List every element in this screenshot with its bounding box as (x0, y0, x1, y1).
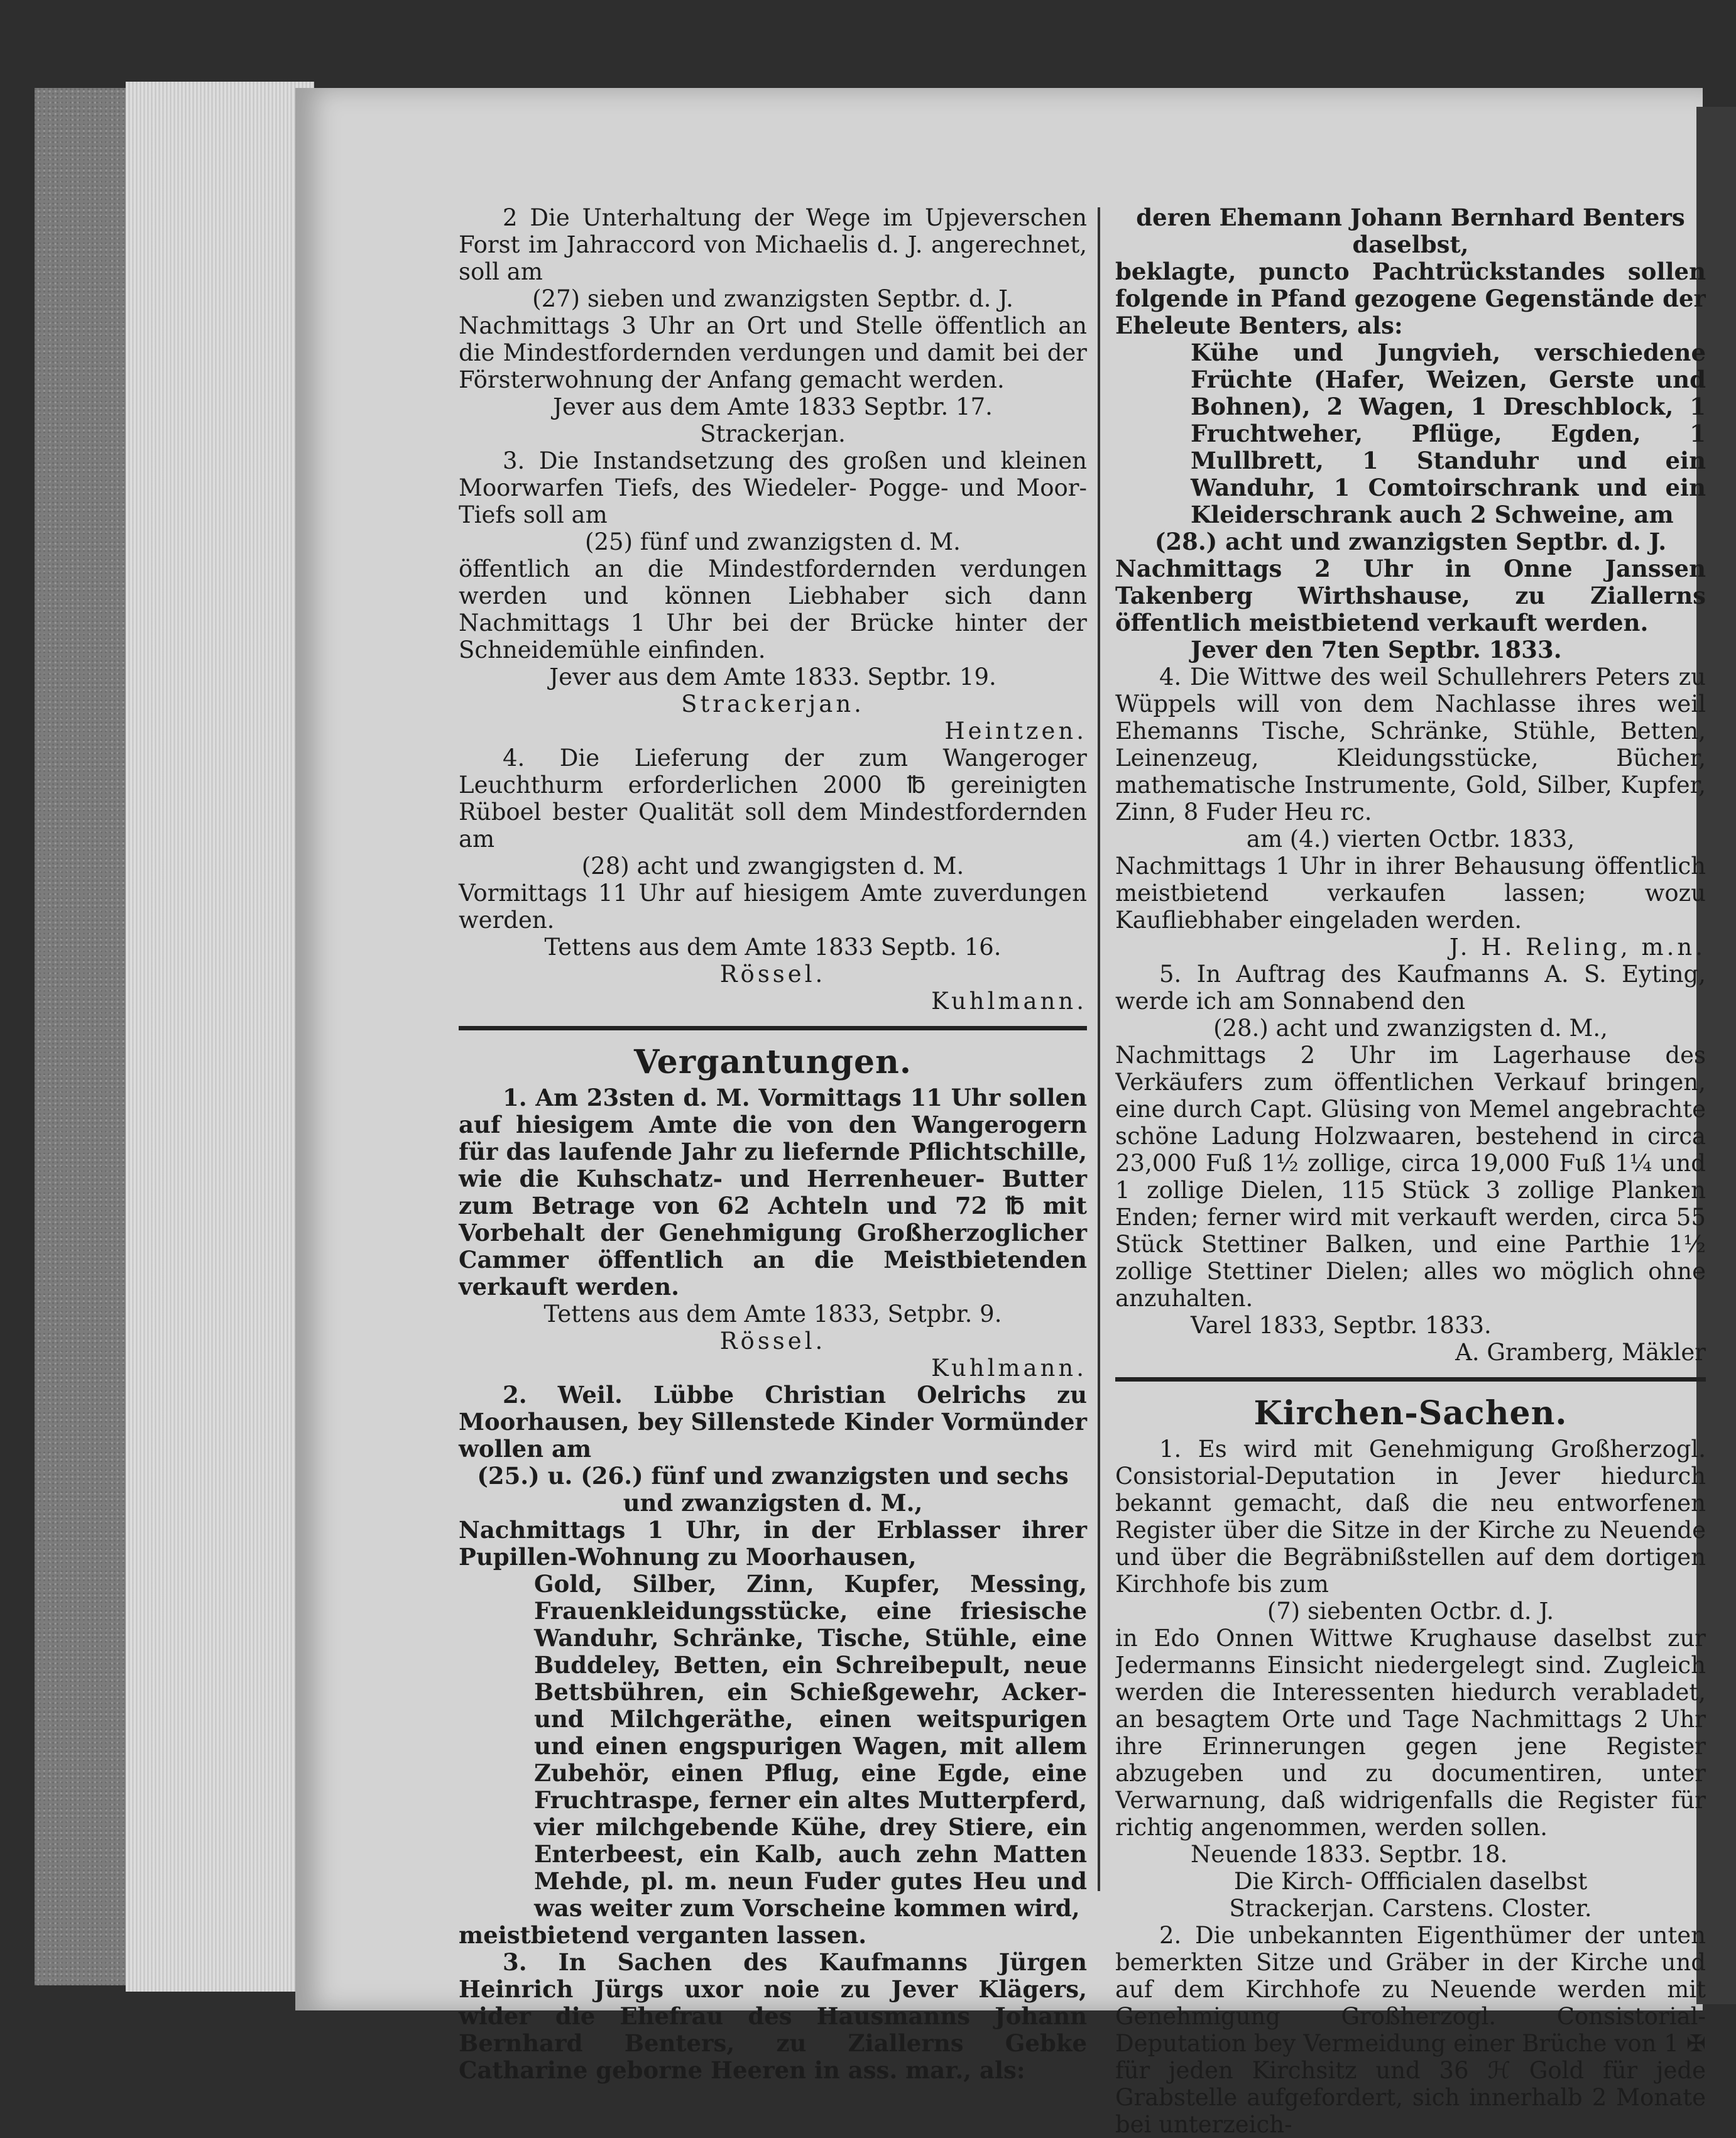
notice-3-place-date: Jever aus dem Amte 1833. Septbr. 19. (549, 663, 996, 690)
notice-2-signature: Strackerjan. (700, 420, 846, 447)
vergantung-4-body: Nachmittags 1 Uhr in ihrer Behausung öffentlich meistbietend verkaufen lassen; wozu Kaufliebhaber eingeladen werden. (1115, 853, 1706, 934)
kirche-1-body: in Edo Onnen Wittwe Krughause daselbst zur Jedermanns Einsicht niedergelegt sind. Zugleich werden die Interessenten hiedurch verabladet, an besagtem Orte und Tage Nachmittags 2 Uhr ihre Erinnerungen gegen jene Register abzugeben und zu documentiren, unter Verwarnung, daß widrigenfalls die Register für richtig angenommen, werden sollen. (1115, 1625, 1706, 1841)
notice-4-signature-1: Rössel. (719, 961, 826, 988)
vergantung-4-text: 4. Die Wittwe des weil Schullehrers Peters zu Wüppels will von dem Nachlasse ihres weil Ehemanns Tische, Schränke, Stühle, Betten, Leinenzeug, Kleidungsstücke, Bücher, mathematische Instrumente, Gold, Silber, Kupfer, Zinn, 8 Fuder Heu rc. (1115, 663, 1706, 826)
vergantung-3-cont-date: (28.) acht und zwanzigsten Septbr. d. J. (1154, 528, 1667, 555)
notice-2-date: (27) sieben und zwanzigsten Septbr. d. J. (532, 285, 1013, 312)
vergantung-5-place-date: Varel 1833, Septbr. 1833. (1191, 1312, 1492, 1339)
notice-4-place-date: Tettens aus dem Amte 1833 Septb. 16. (544, 934, 1002, 961)
notice-4-signature-2: Kuhlmann. (931, 988, 1087, 1015)
vergantung-1-text: 1. Am 23sten d. M. Vormittags 11 Uhr sollen auf hiesigem Amte die von den Wangerogern für das laufende Jahr zu liefernde Pflichtschille, wie die Kuhschatz- und Herrenheuer- Butter zum Betrage von 62 Achteln und 72 ℔ mit Vorbehalt der Genehmigung Großherzoglicher Cammer öffentlich an die Meistbietenden verkauft werden. (459, 1084, 1087, 1301)
vergantung-4-signature: J. H. Reling, m.n. (1449, 934, 1706, 961)
notice-3-signature-2: Heintzen. (944, 717, 1087, 744)
vergantung-3-text: 3. In Sachen des Kaufmanns Jürgen Heinrich Jürgs uxor noie zu Jever Klägers, wider die Ehefrau des Hausmanns Johann Bernhard Benters, zu Ziallerns Gebke Catharine geborne Heeren in ass. mar., als: (459, 1948, 1087, 2084)
vergantung-4-date: am (4.) vierten Octbr. 1833, (1246, 826, 1575, 853)
vergantung-2-time: Nachmittags 1 Uhr, in der Erblasser ihrer Pupillen-Wohnung zu Moorhausen, (459, 1516, 1087, 1571)
kirche-1-place-date: Neuende 1833. Septbr. 18. (1191, 1841, 1508, 1868)
book-cover-edge (35, 88, 131, 1985)
vergantung-3-cont-items: Kühe und Jungvieh, verschiedene Früchte (Hafer, Weizen, Gerste und Bohnen), 2 Wagen, 1 Dreschblock, 1 Fruchtweher, Pflüge, Egden, 1 Mullbrett, 1 Standuhr und ein Wanduhr, 1 Comtoirschrank und ein Kleiderschrank auch 2 Schweine, am (1191, 339, 1706, 528)
section-heading-kirchen-sachen: Kirchen-Sachen. (1253, 1394, 1568, 1432)
kirche-1-date: (7) siebenten Octbr. d. J. (1267, 1598, 1554, 1625)
kirche-2-text: 2. Die unbekannten Eigenthümer der unten bemerkten Sitze und Gräber in der Kirche und auf dem Kirchhofe zu Neuende werden mit Genehmigung Großherzogl. Consistorial-Deputation bey Vermeidung einer Brüche von 1 ✠ für jeden Kirchsitz und 36 ℋ Gold für jede Grabstelle aufgefordert, sich innerhalb 2 Monate bei unterzeich- (1115, 1922, 1706, 2138)
page-stack-edge (126, 82, 314, 1992)
notice-3-signature-1: Strackerjan. (681, 690, 865, 717)
vergantung-3-cont-party: deren Ehemann Johann Bernhard Benters daselbst, (1136, 204, 1685, 258)
vergantung-3-place-date: Jever den 7ten Septbr. 1833. (1191, 636, 1562, 663)
notice-3-text: 3. Die Instandsetzung des großen und kleinen Moorwarfen Tiefs, des Wiedeler- Pogge- und Moor-Tiefs soll am (459, 447, 1087, 528)
vergantung-5-signature: A. Gramberg, Mäkler (1455, 1339, 1706, 1366)
vergantung-1-place-date: Tettens aus dem Amte 1833, Setpbr. 9. (543, 1301, 1002, 1328)
vergantung-2-items: Gold, Silber, Zinn, Kupfer, Messing, Frauenkleidungsstücke, eine friesische Wanduhr, Schränke, Tische, Stühle, eine Buddeley, Betten, ein Schreibepult, neue Bettsbühren, ein Schießgewehr, Acker- und Milchgeräthe, einen weitspurigen und einen engspurigen Wagen, mit allem Zubehör, einen Pflug, eine Egde, eine Fruchtraspe, ferner ein altes Mutterpferd, vier milchgebende Kühe, drey Stiere, ein Enterbeest, ein Kalb, auch zehn Matten Mehde, pl. m. neun Fuder gutes Heu und was weiter zum Vorscheine kommen wird, (534, 1570, 1087, 1922)
vergantung-5-date: (28.) acht und zwanzigsten d. M., (1213, 1015, 1608, 1042)
notice-4-text: 4. Die Lieferung der zum Wangeroger Leuchthurm erforderlichen 2000 ℔ gereinigten Rüboel bester Qualität soll dem Mindestfordernden am (459, 744, 1087, 853)
vergantung-5-text: 5. In Auftrag des Kaufmanns A. S. Eyting, werde ich am Sonnabend den (1115, 961, 1706, 1015)
vergantung-1-signature-2: Kuhlmann. (931, 1355, 1087, 1382)
kirche-1-text: 1. Es wird mit Genehmigung Großherzogl. Consistorial-Deputation in Jever hiedurch bekannt gemacht, daß die neu entworfenen Register über die Sitze in der Kirche zu Neuende und über die Begräbnißstellen auf dem dortigen Kirchhofe bis zum (1115, 1436, 1706, 1598)
vergantung-2-closing: meistbietend verganten lassen. (459, 1921, 867, 1949)
notice-4-date: (28) acht und zwangigsten d. M. (581, 853, 964, 880)
kirche-1-officials: Die Kirch- Offficialen daselbst (1233, 1868, 1588, 1895)
left-column (459, 204, 1087, 2084)
vergantung-5-body: Nachmittags 2 Uhr im Lagerhause des Verkäufers zum öffentlichen Verkauf bringen, eine durch Capt. Glüsing von Memel angebrachte schöne Ladung Holzwaaren, bestehend in circa 23,000 Fuß 1½ zollige, circa 19,000 Fuß 1¼ und 1 zollige Dielen, 115 Stück 3 zollige Planken Enden; ferner wird mit verkauft werden, circa 55 Stück Stettiner Balken, und eine Parthie 1½ zollige Stettiner Dielen; alles wo möglich ohne anzuhalten. (1115, 1042, 1706, 1312)
notice-2-body: Nachmittags 3 Uhr an Ort und Stelle öffentlich an die Mindestfordernden verdungen und damit bei der Försterwohnung der Anfang gemacht werden. (459, 312, 1087, 393)
notice-4-body: Vormittags 11 Uhr auf hiesigem Amte zuverdungen werden. (459, 880, 1087, 934)
notice-2-place-date: Jever aus dem Amte 1833 Septbr. 17. (553, 393, 993, 420)
section-heading-vergantungen: Vergantungen. (634, 1043, 912, 1081)
notice-2-text: 2 Die Unterhaltung der Wege im Upjeverschen Forst im Jahraccord von Michaelis d. J. angerechnet, soll am (459, 204, 1087, 285)
kirche-1-signatures: Strackerjan. Carstens. Closter. (1229, 1895, 1592, 1922)
section-rule (459, 1026, 1087, 1030)
notice-3-body: öffentlich an die Mindestfordernden verdungen werden und können Liebhaber sich dann Nachmittags 1 Uhr bei der Brücke hinter der Schneidemühle einfinden. (459, 555, 1087, 663)
vergantung-2-date: (25.) u. (26.) fünf und zwanzigsten und sechs und zwanzigsten d. M., (477, 1462, 1069, 1517)
notice-3-date: (25) fünf und zwanzigsten d. M. (585, 528, 961, 555)
column-divider (1098, 207, 1100, 1891)
right-column (1115, 204, 1706, 2138)
vergantung-3-cont-time: Nachmittags 2 Uhr in Onne Janssen Takenberg Wirthshause, zu Ziallerns öffentlich meistbietend verkauft werden. (1115, 555, 1706, 636)
vergantung-3-cont-body: beklagte, puncto Pachtrückstandes sollen folgende in Pfand gezogene Gegenstände der Eheleute Benters, als: (1115, 258, 1706, 339)
section-rule-kirchen (1115, 1377, 1706, 1382)
vergantung-2-text: 2. Weil. Lübbe Christian Oelrichs zu Moorhausen, bey Sillenstede Kinder Vormünder wollen am (459, 1381, 1087, 1463)
vergantung-1-signature-1: Rössel. (719, 1328, 826, 1355)
